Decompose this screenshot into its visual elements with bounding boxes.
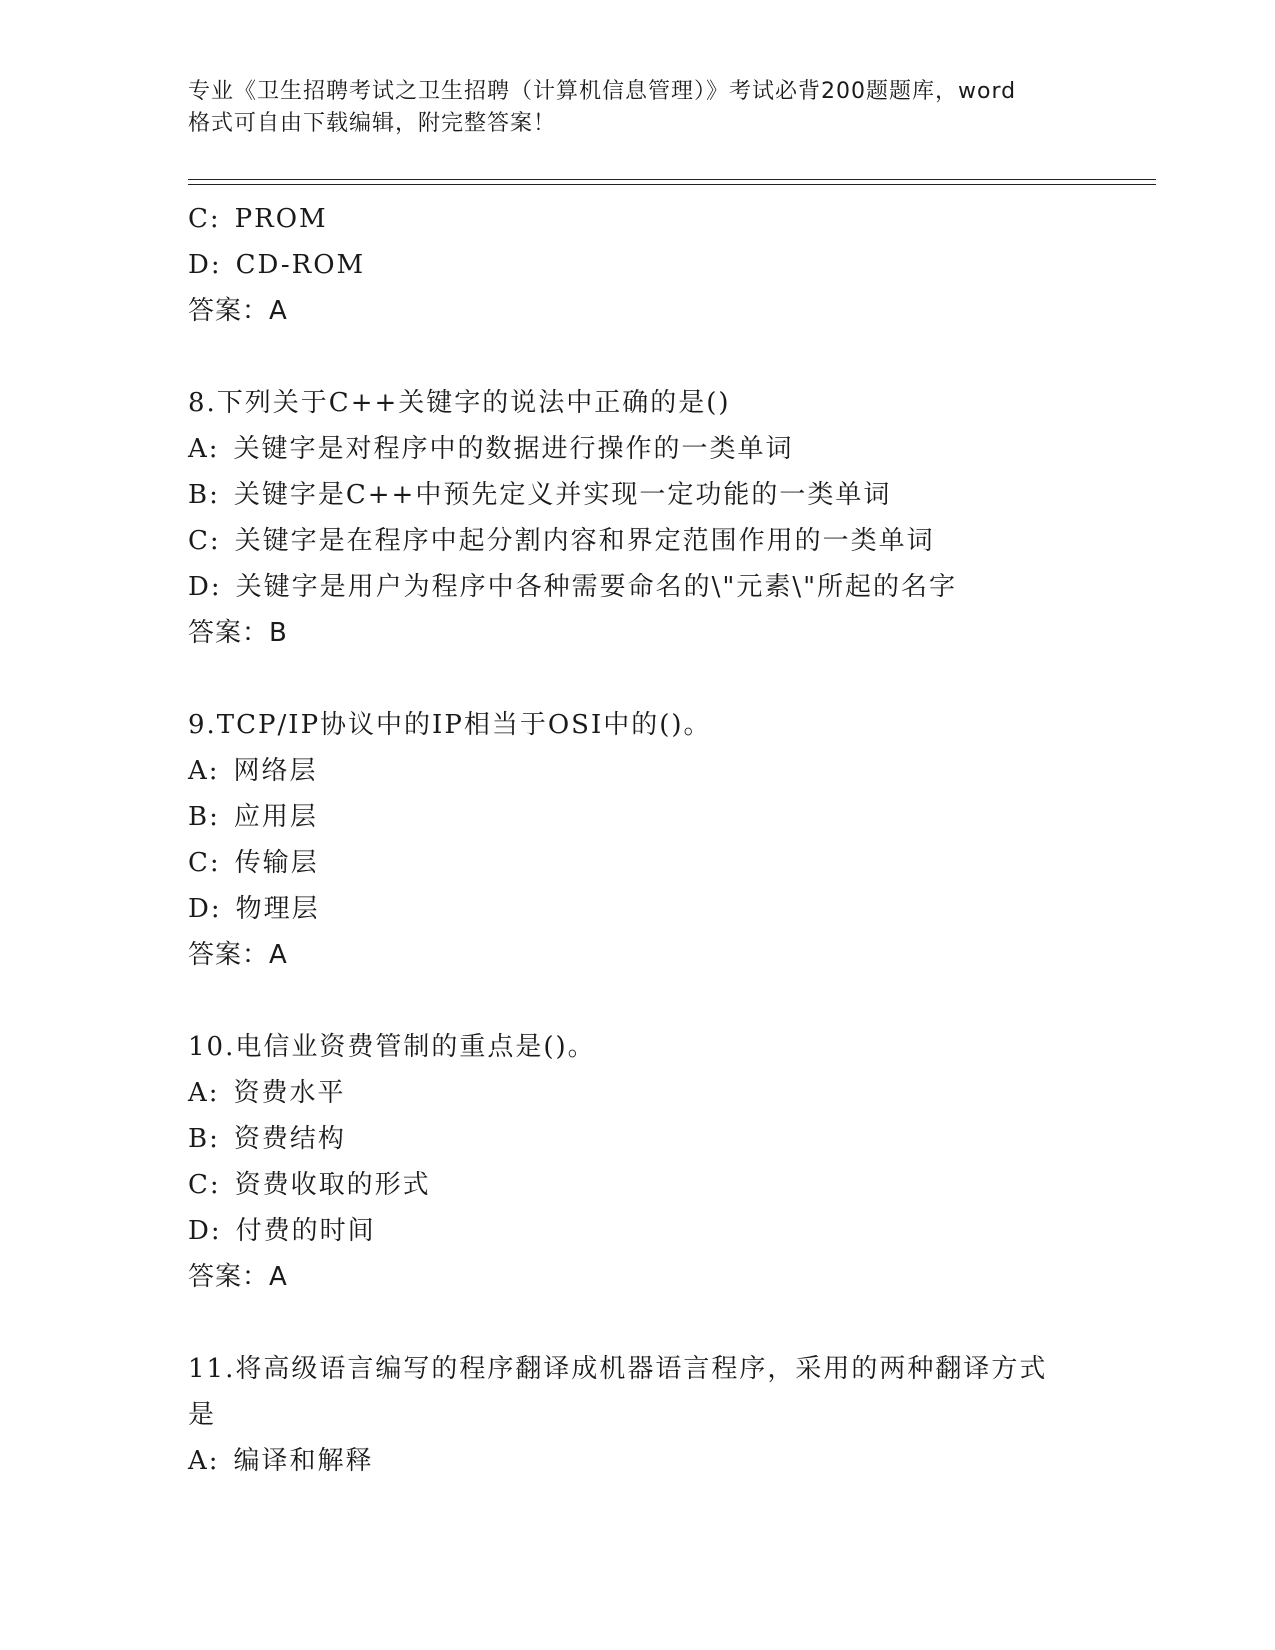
option-label: D: — [188, 894, 222, 924]
option-a — [188, 1438, 1088, 1484]
header-line-1: 专业《卫生招聘考试之卫生招聘（计算机信息管理）》考试必背200题题库，word — [188, 79, 1017, 104]
option-label: B: — [188, 480, 220, 510]
option-text: 应用层 — [233, 802, 318, 832]
option-d — [188, 886, 1088, 932]
option-d — [188, 242, 1088, 288]
option-b — [188, 794, 1088, 840]
option-label: A: — [188, 756, 220, 786]
option-label: A: — [188, 434, 220, 464]
header-divider-top — [188, 179, 1156, 180]
question-7-partial — [188, 196, 1088, 334]
option-text: 资费结构 — [233, 1124, 346, 1154]
option-b — [188, 1116, 1088, 1162]
option-label: D: — [188, 572, 222, 602]
option-text: 网络层 — [233, 756, 318, 786]
question-title: 8.下列关于C++关键字的说法中正确的是() — [188, 388, 731, 418]
option-text: 关键字是对程序中的数据进行操作的一类单词 — [233, 434, 794, 464]
question-9 — [188, 702, 1088, 978]
answer-line: 答案：A — [188, 296, 288, 326]
option-c — [188, 1162, 1088, 1208]
question-8 — [188, 380, 1088, 656]
option-label: B: — [188, 1124, 220, 1154]
option-text: 关键字是C++中预先定义并实现一定功能的一类单词 — [233, 480, 892, 510]
option-text: 关键字是用户为程序中各种需要命名的\"元素\"所起的名字 — [235, 572, 958, 602]
option-label: A: — [188, 1446, 220, 1476]
option-a — [188, 748, 1088, 794]
header-divider-bottom — [188, 184, 1156, 185]
option-text: 传输层 — [234, 848, 319, 878]
answer-line: 答案：B — [188, 618, 288, 648]
option-d — [188, 564, 1088, 610]
option-label: D: — [188, 250, 222, 280]
document-body — [188, 196, 1088, 1484]
answer-line: 答案：A — [188, 1262, 288, 1292]
option-text: 物理层 — [235, 894, 320, 924]
option-a — [188, 1070, 1088, 1116]
option-text: 关键字是在程序中起分割内容和界定范围作用的一类单词 — [234, 526, 935, 556]
header-line-2: 格式可自由下载编辑，附完整答案！ — [188, 111, 557, 136]
option-label: C: — [188, 848, 221, 878]
option-c — [188, 840, 1088, 886]
answer-line: 答案：A — [188, 940, 288, 970]
question-11 — [188, 1346, 1088, 1484]
option-text: 资费水平 — [233, 1078, 346, 1108]
question-title: 9.TCP/IP协议中的IP相当于OSI中的()。 — [188, 710, 712, 740]
option-c — [188, 518, 1088, 564]
option-text: CD-ROM — [235, 250, 366, 280]
option-label: D: — [188, 1216, 222, 1246]
option-b — [188, 472, 1088, 518]
option-text: 资费收取的形式 — [234, 1170, 431, 1200]
option-label: B: — [188, 802, 220, 832]
option-label: C: — [188, 1170, 221, 1200]
document-header — [188, 76, 1088, 140]
option-text: 付费的时间 — [235, 1216, 376, 1246]
option-label: C: — [188, 204, 221, 234]
option-text: 编译和解释 — [233, 1446, 374, 1476]
question-title-line-1: 11.将高级语言编写的程序翻译成机器语言程序，采用的两种翻译方式 — [188, 1354, 1048, 1384]
question-10 — [188, 1024, 1088, 1300]
option-text: PROM — [234, 204, 328, 234]
option-label: C: — [188, 526, 221, 556]
question-title: 10.电信业资费管制的重点是()。 — [188, 1032, 596, 1062]
question-title-line-2: 是 — [188, 1400, 217, 1430]
option-c — [188, 196, 1088, 242]
option-d — [188, 1208, 1088, 1254]
option-label: A: — [188, 1078, 220, 1108]
option-a — [188, 426, 1088, 472]
